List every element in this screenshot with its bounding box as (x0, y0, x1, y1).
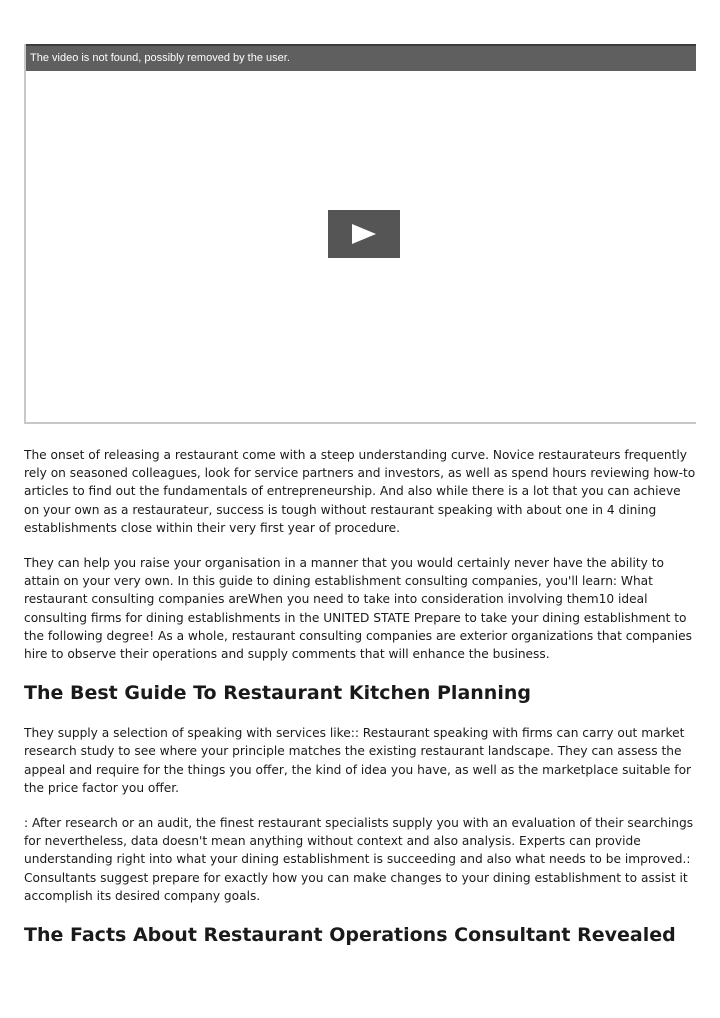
article-paragraph-4: : After research or an audit, the finest restaurant specialists supply you with an evaluation of their searchings for nevertheless, data doesn't mean anything without context and also analysis. Experts can provide understanding right into what your dining establishment is succeeding and also what needs to be improved.: Consultants suggest prepare for exactly how you can make changes to your dining establishment to assist it accomplish its desired company goals. (24, 816, 694, 903)
article-paragraph-3: They supply a selection of speaking with services like:: Restaurant speaking with firms can carry out market research study to see where your principle matches the existing restaurant landscape. They can assess the appeal and require for the things you offer, the kind of idea you have, as well as the marketplace suitable for the price factor you offer. (24, 726, 692, 795)
article-paragraph-2: They can help you raise your organisation in a manner that you would certainly never have the ability to attain on your very own. In this guide to dining establishment consulting companies, you'll learn: What restaurant consulting companies areWhen you need to take into consideration involving them10 ideal consulting firms for dining establishments in the UNITED STATE Prepare to take your dining establishment to the following degree! As a whole, restaurant consulting companies are exterior organizations that companies hire to observe their operations and supply comments that will enhance the business. (24, 556, 692, 662)
video-notice-text: The video is not found, possibly removed by the user. (30, 52, 290, 64)
article-body (24, 446, 696, 966)
article-heading-2: The Facts About Restaurant Operations Consultant Revealed (24, 924, 676, 947)
article-heading-1: The Best Guide To Restaurant Kitchen Planning (24, 682, 531, 705)
video-notice-bar (26, 44, 696, 71)
play-icon (350, 223, 378, 245)
article-paragraph-1: The onset of releasing a restaurant come with a steep understanding curve. Novice restaurateurs frequently rely on seasoned colleagues, look for service partners and investors, as well as spend hours reviewing how-to articles to find out the fundamentals of entrepreneurship. And also while there is a lot that you can achieve on your own as a restaurateur, success is tough without restaurant speaking with about one in 4 dining establishments close within their very first year of procedure. (24, 448, 696, 535)
video-player[interactable] (24, 44, 696, 424)
play-button[interactable] (328, 210, 400, 258)
